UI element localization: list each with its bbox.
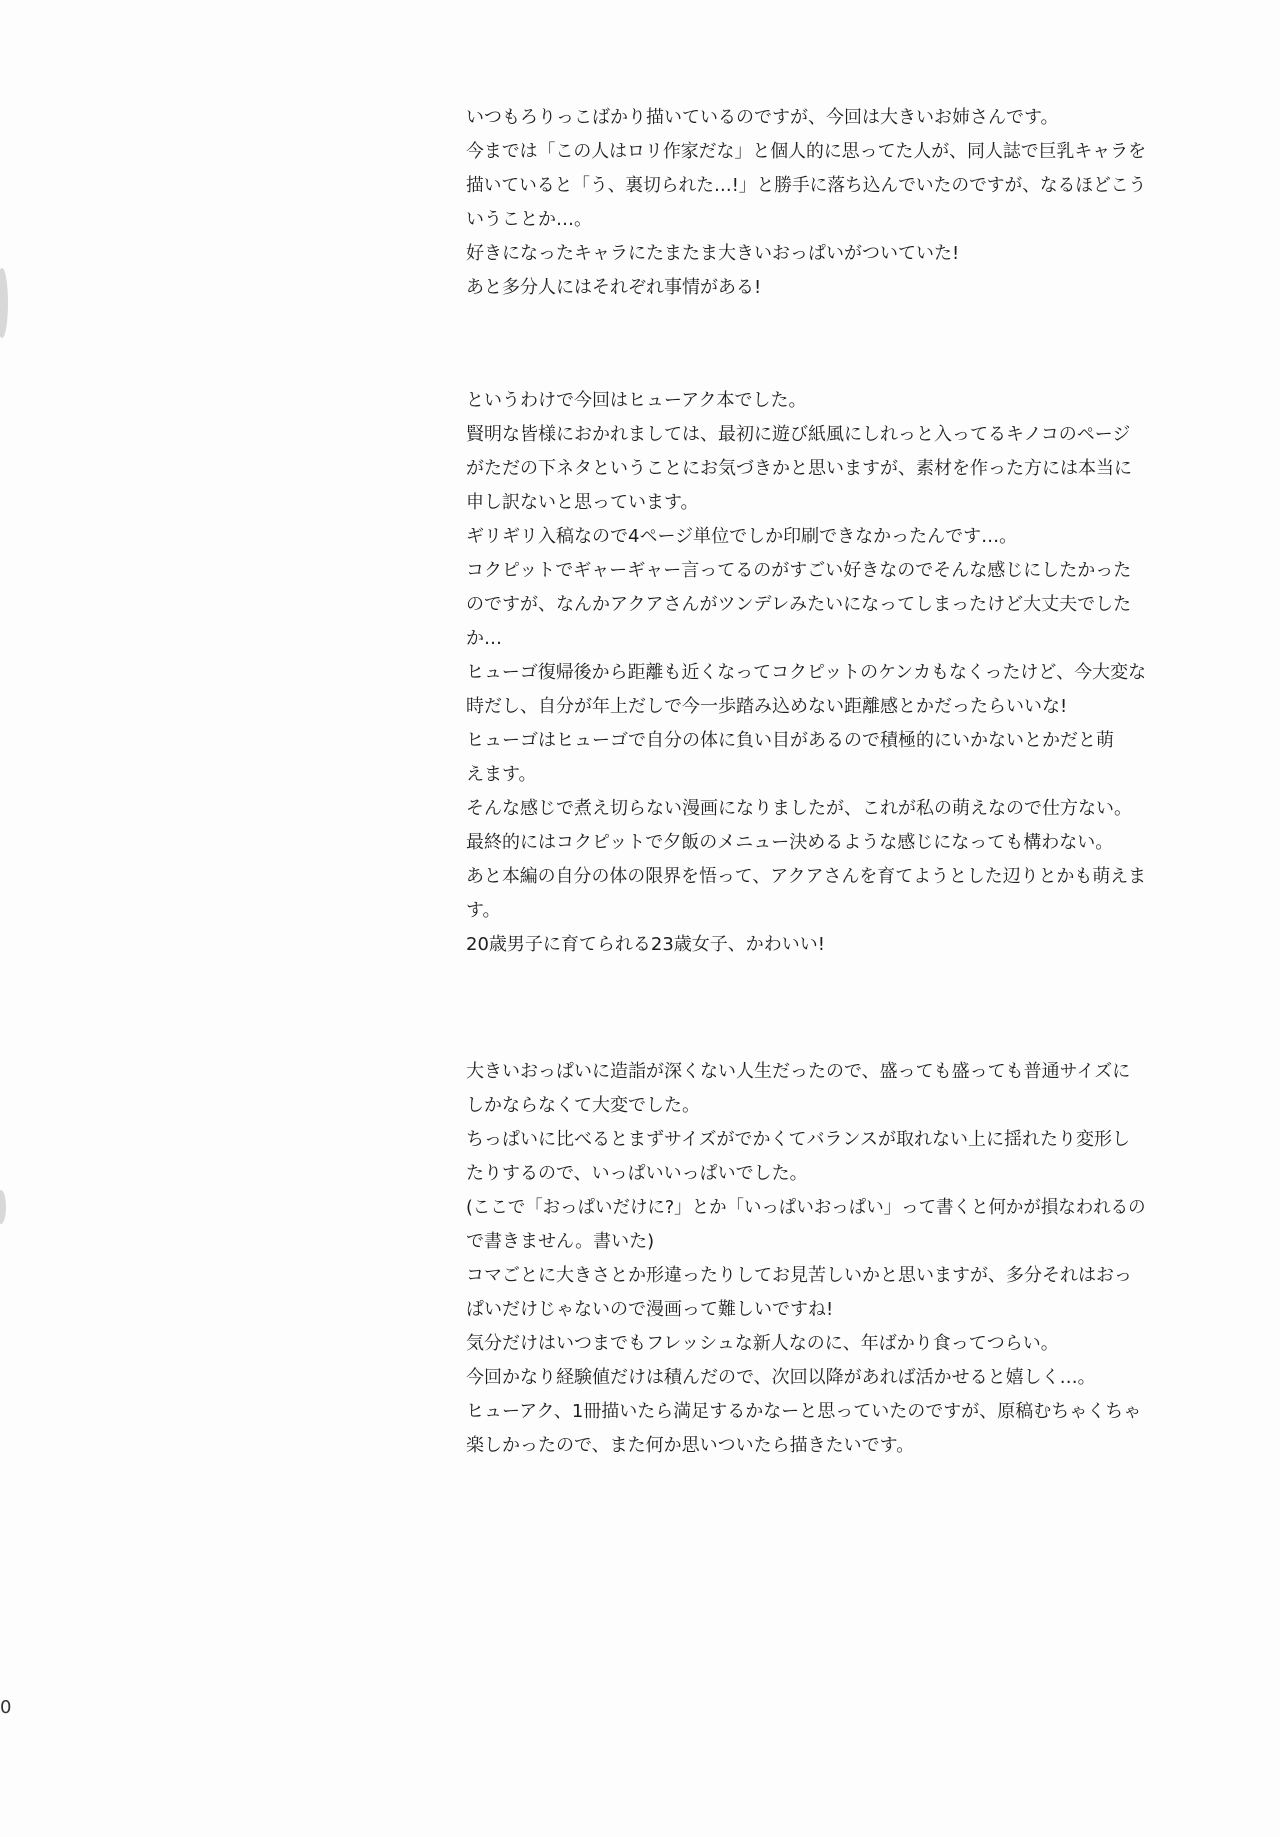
text-line: す。 [466,900,501,921]
text-line: いうことか…。 [466,209,592,230]
text-line: ヒューゴ復帰後から距離も近くなってコクピットのケンカもなくったけど、今大変な [466,662,1147,683]
text-line: そんな感じで煮え切らない漫画になりましたが、これが私の萌えなので仕方ない。 [466,798,1132,819]
text-line: で書きません。書いた) [466,1231,655,1252]
text-line: コマごとに大きさとか形違ったりしてお見苦しいかと思いますが、多分それはおっ [466,1265,1132,1286]
text-line: がただの下ネタということにお気づきかと思いますが、素材を作った方には本当に [466,458,1132,479]
paragraph-closing [466,1055,1146,1463]
text-line: 賢明な皆様におかれましては、最初に遊び紙風にしれっと入ってるキノコのページ [466,424,1131,445]
text-line: 楽しかったので、また何か思いついたら描きたいです。 [466,1435,915,1456]
text-line: (ここで「おっぱいだけに?」とか「いっぱいおっぱい」って書くと何かが損なわれるの [466,1197,1146,1218]
text-line: 20歳男子に育てられる23歳女子、かわいい! [466,934,826,955]
text-line: ギリギリ入稿なので4ページ単位でしか印刷できなかったんです…。 [466,526,1018,547]
text-line: ヒューゴはヒューゴで自分の体に負い目があるので積極的にいかないとかだと萌 [466,730,1114,751]
text-line: しかならなくて大変でした。 [466,1095,700,1116]
text-line: 今回かなり経験値だけは積んだので、次回以降があれば活かせると嬉しく…。 [466,1367,1096,1388]
scan-edge-mark [0,268,8,338]
text-line: いつもろりっこばかり描いているのですが、今回は大きいお姉さんです。 [466,107,1059,128]
text-line: 今までは「この人はロリ作家だな」と個人的に思ってた人が、同人誌で巨乳キャラを [466,141,1146,162]
text-line: のですが、なんかアクアさんがツンデレみたいになってしまったけど大丈夫でした [466,594,1132,615]
text-line: あと多分人にはそれぞれ事情がある! [466,277,762,298]
text-line: 気分だけはいつまでもフレッシュな新人なのに、年ばかり食ってつらい。 [466,1333,1059,1354]
paragraph-intro [466,101,1146,305]
text-line: ぱいだけじゃないので漫画って難しいですね! [466,1299,834,1320]
text-line: えます。 [466,764,537,785]
text-line: 最終的にはコクピットで夕飯のメニュー決めるような感じになっても構わない。 [466,832,1114,853]
text-line: か… [466,628,502,649]
page-number: 0 [0,1697,12,1718]
text-line: 時だし、自分が年上だしで今一歩踏み込めない距離感とかだったらいいな! [466,696,1068,717]
text-line: というわけで今回はヒューアク本でした。 [466,390,807,411]
text-line: 大きいおっぱいに造詣が深くない人生だったので、盛っても盛っても普通サイズに [466,1061,1131,1082]
paragraph-main [466,384,1146,962]
text-line: 描いていると「う、裏切られた…!」と勝手に落ち込んでいたのですが、なるほどこう [466,175,1147,196]
text-line: たりするので、いっぱいいっぱいでした。 [466,1163,808,1184]
text-line: 申し訳ないと思っています。 [466,492,699,513]
text-line: ちっぱいに比べるとまずサイズがでかくてバランスが取れない上に揺れたり変形し [466,1129,1131,1150]
text-line: 好きになったキャラにたまたま大きいおっぱいがついていた! [466,243,960,264]
scan-edge-mark [0,1190,6,1224]
text-line: あと本編の自分の体の限界を悟って、アクアさんを育てようとした辺りとかも萌えま [466,866,1147,887]
text-line: コクピットでギャーギャー言ってるのがすごい好きなのでそんな感じにしたかった [466,560,1132,581]
text-line: ヒューアク、1冊描いたら満足するかなーと思っていたのですが、原稿むちゃくちゃ [466,1401,1142,1422]
